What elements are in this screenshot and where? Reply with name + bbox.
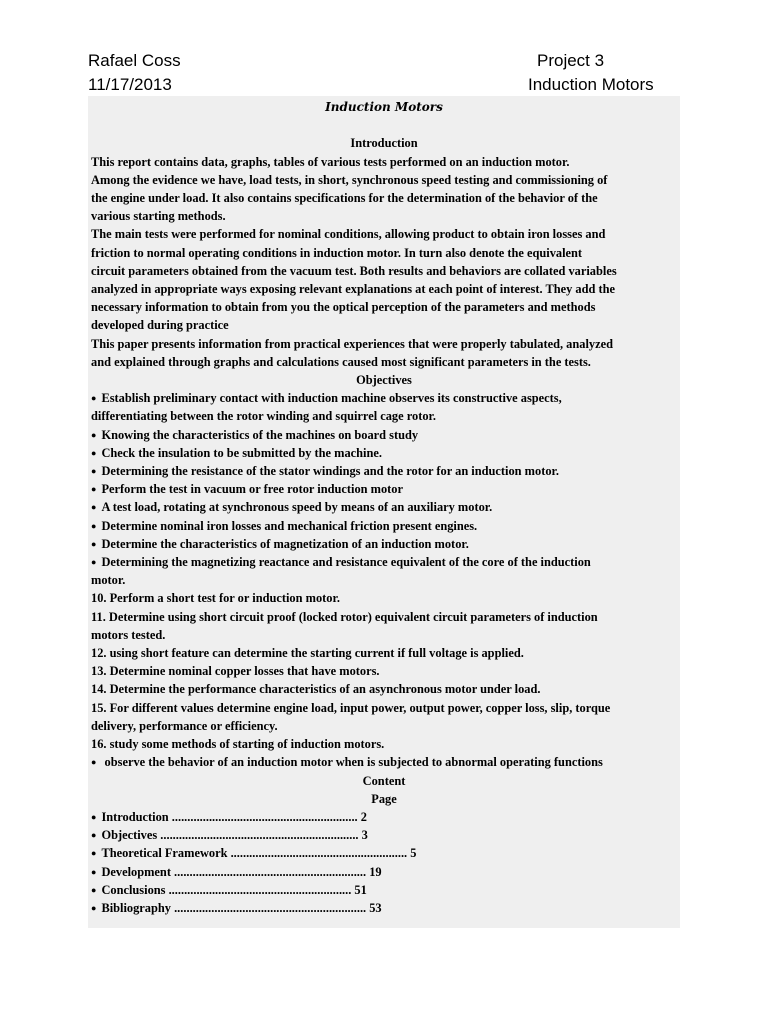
line-text: 11. Determine using short circuit proof (locked rotor) equivalent circuit parameters of induction — [91, 609, 598, 624]
toc-item — [91, 808, 677, 826]
line-text: Establish preliminary contact with induction machine observes its constructive aspects, — [101, 391, 562, 406]
line-text: This paper presents information from practical experiences that were properly tabulated, analyzed — [91, 336, 613, 351]
line-text: 10. Perform a short test for or induction motor. — [91, 591, 340, 606]
line-text: 12. using short feature can determine the starting current if full voltage is applied. — [91, 646, 524, 661]
objective-item — [91, 407, 677, 425]
line-text: observe the behavior of an induction motor when is subjected to abnormal operating functions — [101, 755, 603, 770]
paragraph-line — [91, 207, 677, 225]
objective-item — [91, 626, 677, 644]
toc-item — [91, 826, 677, 844]
line-text: circuit parameters obtained from the vacuum test. Both results and behaviors are collated variables — [91, 263, 617, 278]
line-text: developed during practice — [91, 318, 229, 333]
bullet-icon: ● — [91, 429, 97, 440]
line-text: Determine the characteristics of magnetization of an induction motor. — [101, 536, 469, 551]
line-text: Determine nominal iron losses and mechanical friction present engines. — [101, 518, 478, 533]
objective-item — [91, 571, 677, 589]
line-text: Perform the test in vacuum or free rotor induction motor — [101, 482, 403, 497]
objectives-list — [91, 389, 677, 771]
paragraph-line — [91, 298, 677, 316]
bullet-icon: ● — [91, 447, 97, 458]
paragraph-line — [91, 280, 677, 298]
objective-item — [91, 644, 677, 662]
paragraph-line — [91, 353, 677, 371]
line-text: A test load, rotating at synchronous speed by means of an auxiliary motor. — [101, 500, 493, 515]
objective-item — [91, 480, 677, 498]
paragraph-line — [91, 171, 677, 189]
project-label: Project 3 — [537, 51, 605, 70]
paragraph-line — [91, 153, 677, 171]
line-text: Among the evidence we have, load tests, in short, synchronous speed testing and commissioning of — [91, 172, 608, 187]
line-text: Objectives ................................................................ 3 — [101, 828, 368, 843]
line-text: various starting methods. — [91, 209, 226, 224]
objective-item — [91, 589, 677, 607]
line-text: analyzed in appropriate ways exposing relevant explanations at each point of interest. They add the — [91, 282, 615, 297]
paragraph-line — [91, 225, 677, 243]
objective-item — [91, 444, 677, 462]
line-text: Development .............................................................. 19 — [101, 864, 382, 879]
objective-item — [91, 717, 677, 735]
bullet-icon: ● — [91, 520, 97, 531]
objective-item — [91, 735, 677, 753]
objective-item — [91, 553, 677, 571]
line-text: 16. study some methods of starting of induction motors. — [91, 737, 385, 752]
objective-item — [91, 753, 677, 771]
content-heading: Content — [362, 773, 406, 788]
line-text: motors tested. — [91, 627, 166, 642]
line-text: differentiating between the rotor winding and squirrel cage rotor. — [91, 409, 436, 424]
objective-item — [91, 426, 677, 444]
introduction-body — [91, 153, 677, 371]
line-text: Theoretical Framework ......................................................... 5 — [101, 846, 417, 861]
objective-item — [91, 699, 677, 717]
line-text: 15. For different values determine engine load, input power, output power, copper loss, slip, torque — [91, 700, 611, 715]
bullet-icon: ● — [91, 538, 97, 549]
line-text: necessary information to obtain from you the optical perception of the parameters and methods — [91, 300, 596, 315]
bullet-icon: ● — [91, 557, 97, 568]
paragraph-line — [91, 316, 677, 334]
objective-item — [91, 517, 677, 535]
paragraph-line — [91, 262, 677, 280]
bullet-icon: ● — [91, 902, 97, 913]
document-date: 11/17/2013 — [88, 75, 172, 94]
page-heading: Page — [371, 791, 397, 806]
header-left — [88, 49, 181, 97]
objective-item — [91, 535, 677, 553]
line-text: Determining the magnetizing reactance and resistance equivalent of the core of the induction — [101, 555, 591, 570]
paragraph-line — [91, 244, 677, 262]
line-text: 14. Determine the performance characteristics of an asynchronous motor under load. — [91, 682, 541, 697]
bullet-icon: ● — [91, 466, 97, 477]
line-text: Conclusions ........................................................... 51 — [101, 882, 367, 897]
line-text: Knowing the characteristics of the machines on board study — [101, 427, 419, 442]
spacer — [91, 116, 677, 134]
toc-item — [91, 844, 677, 862]
objectives-heading: Objectives — [356, 373, 412, 388]
line-text: 13. Determine nominal copper losses that have motors. — [91, 664, 380, 679]
header-right — [528, 49, 654, 97]
bullet-icon: ● — [91, 830, 97, 841]
project-subject: Induction Motors — [528, 75, 654, 94]
bullet-icon: ● — [91, 884, 97, 895]
line-text: friction to normal operating conditions in induction motor. In turn also denote the equivalent — [91, 245, 583, 260]
objective-item — [91, 608, 677, 626]
line-text: Introduction ............................................................ 2 — [101, 809, 367, 824]
objective-item — [91, 389, 677, 407]
bullet-icon: ● — [91, 848, 97, 859]
bullet-icon: ● — [91, 811, 97, 822]
toc-item — [91, 881, 677, 899]
line-text: Check the insulation to be submitted by the machine. — [101, 445, 382, 460]
line-text: the engine under load. It also contains specifications for the determination of the behavior of the — [91, 191, 598, 205]
table-of-contents — [91, 808, 677, 917]
line-text: Bibliography .............................................................. 53 — [101, 900, 382, 915]
line-text: Determining the resistance of the stator windings and the rotor for an induction motor. — [101, 464, 559, 479]
paragraph-line — [91, 335, 677, 353]
toc-item — [91, 899, 677, 917]
line-text: The main tests were performed for nominal conditions, allowing product to obtain iron losses and — [91, 227, 606, 242]
paragraph-line — [91, 189, 677, 207]
objective-item — [91, 462, 677, 480]
line-text: and explained through graphs and calculations caused most significant parameters in the tests. — [91, 354, 591, 369]
introduction-heading: Introduction — [350, 136, 418, 151]
objective-item — [91, 680, 677, 698]
line-text: motor. — [91, 573, 126, 588]
objective-item — [91, 662, 677, 680]
document-content — [88, 96, 680, 928]
bullet-icon: ● — [91, 757, 97, 768]
toc-item — [91, 863, 677, 881]
bullet-icon: ● — [91, 866, 97, 877]
document-title: Induction Motors — [325, 100, 443, 114]
line-text: This report contains data, graphs, tables of various tests performed on an induction motor. — [91, 154, 570, 169]
bullet-icon: ● — [91, 502, 97, 513]
author-name: Rafael Coss — [88, 51, 181, 70]
bullet-icon: ● — [91, 484, 97, 495]
bullet-icon: ● — [91, 393, 97, 404]
objective-item — [91, 498, 677, 516]
line-text: delivery, performance or efficiency. — [91, 718, 278, 733]
